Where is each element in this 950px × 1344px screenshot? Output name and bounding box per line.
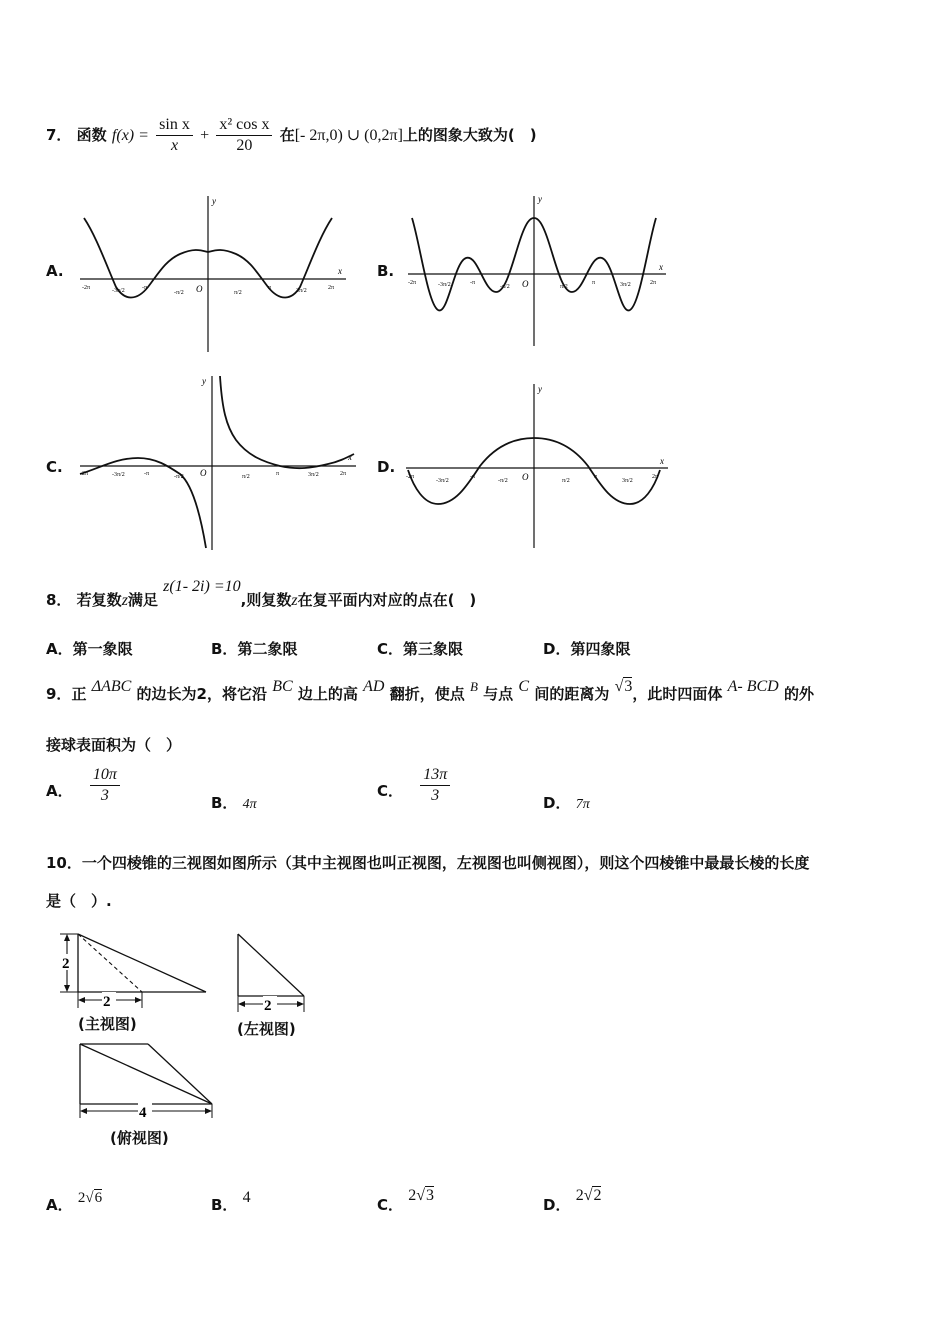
- q8-z: z: [121, 592, 128, 609]
- graph-a-tick-8: 3π/2: [296, 288, 307, 294]
- q7-option-c-label[interactable]: C.: [46, 458, 63, 476]
- q8-option-a-text: 第一象限: [72, 640, 133, 658]
- graph-c-tick-3: -π: [144, 471, 150, 477]
- graph-a-x-label: x: [338, 266, 342, 276]
- q9-p1: 正: [71, 685, 87, 703]
- q8-option-d-label: D．: [543, 640, 571, 658]
- graph-b-tick-7: π: [592, 280, 596, 286]
- graph-a-tick-3: -π: [142, 285, 148, 291]
- graph-c-tick-1: -2π: [80, 471, 89, 477]
- q8-suffix: 在复平面内对应的点在( ): [297, 591, 477, 609]
- side-width-label: 2: [264, 998, 272, 1014]
- q10-stem-line1: [46, 852, 809, 873]
- q9-tetrahedron: A- BCD: [727, 678, 779, 695]
- graph-c-curve-left: [80, 458, 206, 548]
- graph-a-tick-1: -2π: [82, 285, 91, 291]
- graph-c-tick-5: O: [200, 468, 207, 478]
- q8-stem: [46, 578, 476, 618]
- graph-c-tick-7: π: [276, 471, 280, 477]
- graph-d-tick-4: -π/2: [498, 478, 508, 484]
- q7-option-b-label[interactable]: B.: [377, 262, 395, 280]
- q9-option-c-num: 13π: [420, 765, 450, 786]
- q7-func: f(x) =: [111, 127, 149, 144]
- q8-mid2: ,则复数: [240, 591, 292, 609]
- q9-option-c-label: C．: [377, 782, 404, 800]
- graph-c-tick-9: 2π: [340, 471, 347, 477]
- top-width-label: 4: [139, 1105, 147, 1121]
- graph-c-x-label: x: [348, 452, 352, 462]
- q10-number: 10．: [46, 854, 82, 872]
- q10-option-d-coef: 2: [575, 1187, 584, 1204]
- q7-frac2-den: 20: [236, 137, 253, 154]
- graph-c-tick-6: π/2: [242, 474, 250, 480]
- graph-a-tick-6: π/2: [234, 290, 242, 296]
- q10-option-d[interactable]: [543, 1187, 602, 1215]
- q7-frac1-num: sin x: [156, 115, 193, 136]
- q7-option-a-label[interactable]: A.: [46, 262, 64, 280]
- graph-c-tick-4: -π/2: [174, 474, 184, 480]
- front-height-label: 2: [62, 956, 70, 972]
- graph-b-tick-4: -π/2: [500, 284, 510, 290]
- graph-c-curve-right: [220, 376, 354, 468]
- q8-option-c-label: C．: [377, 640, 404, 658]
- graph-c-y-label: y: [202, 376, 206, 386]
- q8-prefix: 若复数: [76, 591, 122, 609]
- q8-option-a-label: A．: [46, 640, 73, 658]
- graph-d-tick-3: -π: [470, 474, 476, 480]
- q8-z2: z: [291, 592, 298, 609]
- q9-stem-line2: 接球表面积为（ ）: [46, 736, 182, 754]
- q9-sqrt: √3: [614, 678, 633, 695]
- graph-d-tick-6: π/2: [562, 478, 570, 484]
- q10-option-a-label: A．: [46, 1196, 73, 1214]
- q10-side-caption: (左视图): [237, 1020, 296, 1038]
- q9-option-b-label: B．: [211, 794, 238, 812]
- q10-option-d-rad: 2: [593, 1187, 602, 1204]
- q9-option-c[interactable]: [377, 766, 448, 816]
- q9-number: 9．: [46, 685, 72, 703]
- q9-p3: 边上的高: [297, 685, 358, 703]
- graph-b-tick-9: 2π: [650, 280, 657, 286]
- q9-sqrt-value: 3: [624, 678, 633, 695]
- graph-a-y-label: y: [212, 196, 216, 206]
- q7-stem: [46, 110, 537, 160]
- graph-a-tick-9: 2π: [328, 285, 335, 291]
- q7-in-word: 在: [279, 126, 295, 144]
- q9-option-c-frac: [420, 765, 450, 806]
- q7-graph-d[interactable]: [402, 380, 672, 552]
- q9-option-d-label: D．: [543, 794, 571, 812]
- graph-a-tick-5: O: [196, 284, 203, 294]
- graph-d-tick-2: -3π/2: [436, 478, 449, 484]
- q9-option-a-frac: [90, 765, 120, 806]
- graph-b-tick-8: 3π/2: [620, 282, 631, 288]
- graph-b-x-label: x: [659, 262, 663, 272]
- q8-option-d[interactable]: [543, 638, 630, 659]
- q7-graph-c[interactable]: [76, 372, 361, 554]
- q9-p7: ，此时四面体: [632, 685, 723, 703]
- q9-bc: BC: [272, 678, 293, 695]
- q7-interval: [- 2π,0) ∪ (0,2π]: [294, 127, 403, 144]
- q9-p2: 的边长为2，将它沿: [136, 685, 267, 703]
- graph-a-tick-4: -π/2: [174, 290, 184, 296]
- q8-option-c[interactable]: [377, 638, 463, 659]
- q10-option-a-value: 2√6: [77, 1190, 103, 1206]
- q9-option-b[interactable]: [211, 792, 257, 813]
- q8-equation: z(1- 2i) =10: [163, 578, 241, 595]
- q9-option-a-num: 10π: [90, 765, 120, 786]
- graph-b-y-label: y: [538, 194, 542, 204]
- q7-frac1: [156, 115, 193, 156]
- q10-option-b-value: 4: [242, 1189, 251, 1206]
- q10-option-c-coef: 2: [408, 1187, 417, 1204]
- q9-option-a-label: A．: [46, 782, 73, 800]
- q9-p4: 翻折，使点: [389, 685, 465, 703]
- graph-d-tick-5: O: [522, 472, 529, 482]
- q8-option-d-text: 第四象限: [570, 640, 631, 658]
- q9-stem-line1: [46, 672, 814, 712]
- q7-graph-a[interactable]: [76, 192, 351, 354]
- q9-option-a[interactable]: [46, 766, 117, 816]
- q8-option-a[interactable]: [46, 638, 133, 659]
- q7-frac1-den: x: [170, 137, 179, 154]
- q10-text1: 一个四棱锥的三视图如图所示（其中主视图也叫正视图，左视图也叫侧视图），则这个四棱锥中最最长棱的长度: [81, 854, 810, 872]
- q10-side-view: [230, 926, 314, 1018]
- graph-d-x-label: x: [660, 456, 664, 466]
- q7-plus: +: [200, 127, 210, 144]
- q9-p5: 与点: [483, 685, 514, 703]
- q10-option-d-value: 2√2: [575, 1187, 602, 1204]
- graph-a-tick-7: π: [268, 285, 272, 291]
- graph-c-tick-2: -3π/2: [112, 472, 125, 478]
- graph-d-tick-8: 3π/2: [622, 478, 633, 484]
- q8-number: 8．: [46, 591, 72, 609]
- q10-option-a-coef: 2: [77, 1190, 86, 1206]
- q9-option-d[interactable]: [543, 792, 590, 813]
- graph-d-y-label: y: [538, 384, 542, 394]
- q10-option-b[interactable]: [211, 1189, 251, 1215]
- q7-graph-b[interactable]: [404, 192, 669, 348]
- front-width-label: 2: [103, 994, 111, 1010]
- q7-suffix: 上的图象大致为( ): [402, 126, 537, 144]
- q8-mid1: 满足: [127, 591, 158, 609]
- graph-c-tick-8: 3π/2: [308, 472, 319, 478]
- q9-option-b-text: 4π: [242, 797, 257, 812]
- q10-option-d-label: D．: [543, 1196, 571, 1214]
- q9-p8: 的外: [783, 685, 814, 703]
- graph-b-tick-2: -3π/2: [438, 282, 451, 288]
- q7-frac2-num: x² cos x: [216, 115, 272, 136]
- q10-top-view: [70, 1036, 220, 1126]
- q9-option-d-text: 7π: [575, 797, 590, 812]
- q10-option-b-label: B．: [211, 1196, 238, 1214]
- graph-d-tick-7: π: [594, 474, 598, 480]
- q10-option-c-label: C．: [377, 1196, 404, 1214]
- q10-option-c-rad: 3: [426, 1187, 435, 1204]
- graph-d-tick-9: 2π: [652, 474, 659, 480]
- q10-front-caption: (主视图): [78, 1015, 137, 1033]
- graph-b-tick-5: O: [522, 279, 529, 289]
- q8-option-b-text: 第二象限: [237, 640, 298, 658]
- q8-option-c-text: 第三象限: [403, 640, 464, 658]
- q9-triangle: ΔABC: [91, 678, 132, 695]
- q8-option-b[interactable]: [211, 638, 297, 659]
- graph-d-tick-1: -2π: [406, 474, 415, 480]
- q10-option-a[interactable]: [46, 1190, 103, 1215]
- q9-ad: AD: [363, 678, 385, 695]
- q9-c: C: [518, 678, 530, 695]
- q10-top-caption: (俯视图): [110, 1129, 169, 1147]
- q10-option-a-rad: 6: [94, 1190, 103, 1206]
- graph-b-tick-6: π/2: [560, 284, 568, 290]
- q7-prefix: 函数: [76, 126, 107, 144]
- q8-option-b-label: B．: [211, 640, 238, 658]
- q9-b: B: [469, 679, 478, 694]
- graph-a-tick-2: -3π/2: [112, 288, 125, 294]
- q10-option-c-value: 2√3: [408, 1187, 435, 1204]
- q7-number: 7．: [46, 126, 72, 144]
- q9-p6: 间的距离为: [534, 685, 610, 703]
- q10-stem-line2: 是（ ）.: [46, 892, 112, 910]
- q10-option-c[interactable]: [377, 1187, 435, 1215]
- q9-option-c-den: 3: [431, 787, 440, 804]
- graph-b-tick-3: -π: [470, 280, 476, 286]
- q7-option-d-label[interactable]: D.: [377, 458, 396, 476]
- q9-option-a-den: 3: [100, 787, 109, 804]
- graph-b-tick-1: -2π: [408, 280, 417, 286]
- q7-frac2: [216, 115, 272, 156]
